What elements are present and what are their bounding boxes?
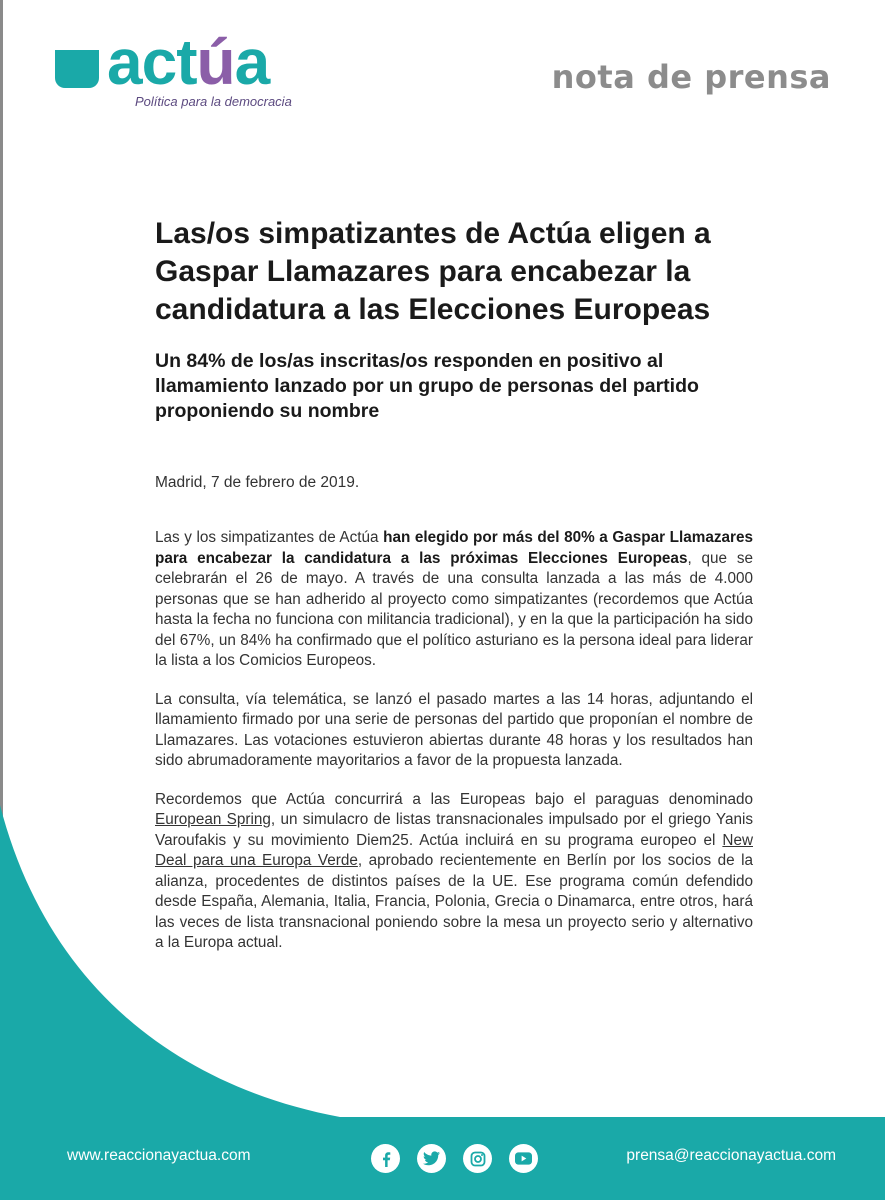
logo-tagline: Política para la democracia xyxy=(135,94,292,109)
instagram-icon[interactable] xyxy=(463,1144,492,1173)
twitter-icon[interactable] xyxy=(417,1144,446,1173)
article-title: Las/os simpatizantes de Actúa eligen a Gaspar Llamazares para encabezar la candidatura a las Elecciones Europeas xyxy=(155,217,711,326)
footer xyxy=(0,1117,885,1200)
youtube-icon[interactable] xyxy=(509,1144,538,1173)
paragraph-2: La consulta, vía telemática, se lanzó el pasado martes a las 14 horas, adjuntando el llamamiento firmado por una serie de personas del partido que proponían el nombre de Llamazares. Las votaciones estuvieron abiertas durante 48 horas y los resultados han sido abrumadoramente mayoritarios a favor de la propuesta lanzada. xyxy=(155,690,753,769)
new-deal-link[interactable]: New Deal para una Europa Verde xyxy=(155,831,753,869)
logo-wordmark: actúa xyxy=(107,26,270,98)
article-subtitle: Un 84% de los/as inscritas/os responden en positivo al llamamiento lanzado por un grupo de personas del partido proponiendo su nombre xyxy=(155,350,699,422)
european-spring-link[interactable]: European Spring xyxy=(155,811,271,828)
article xyxy=(155,215,753,954)
actua-logo xyxy=(53,26,333,119)
logo-square-mark xyxy=(55,50,99,88)
paragraph-1-highlight: han elegido por más del 80% a Gaspar Llamazares para encabezar la candidatura a las próximas Elecciones Europeas xyxy=(155,529,753,567)
website-link[interactable]: www.reaccionayactua.com xyxy=(67,1147,251,1164)
facebook-icon[interactable] xyxy=(371,1144,400,1173)
doc-type-label: nota de prensa xyxy=(551,58,831,96)
paragraph-3: Recordemos que Actúa concurrirá a las Europeas bajo el paraguas denominado European Spring, un simulacro de listas transnacionales impulsado por el griego Yanis Varoufakis y su movimiento Diem25. Actúa incluirá en su programa europeo el New Deal para una Europa Verde, aprobado recientemente en Berlín por los socios de la alianza, procedentes de distintos países de la UE. Ese programa común defendido desde España, Alemania, Italia, Francia, Polonia, Grecia o Dinamarca, entre otros, hará las veces de lista transnacional poniendo sobre la mesa un proyecto serio y alternativo a la Europa actual. xyxy=(155,790,754,951)
press-email[interactable]: prensa@reaccionayactua.com xyxy=(626,1147,836,1164)
paragraph-1: Las y los simpatizantes de Actúa han elegido por más del 80% a Gaspar Llamazares para encabezar la candidatura a las próximas Elecciones Europeas, que se celebrarán el 26 de mayo. A través de una consulta lanzada a las más de 4.000 personas que se han adherido al proyecto como simpatizantes (recordemos que Actúa hasta la fecha no funciona con militancia tradicional), y en la que la participación ha sido del 67%, un 84% ha confirmado que el político asturiano es la persona ideal para liderar la lista a los Comicios Europeos. xyxy=(155,529,753,669)
social-icons xyxy=(371,1144,538,1173)
dateline: Madrid, 7 de febrero de 2019. xyxy=(155,474,360,491)
